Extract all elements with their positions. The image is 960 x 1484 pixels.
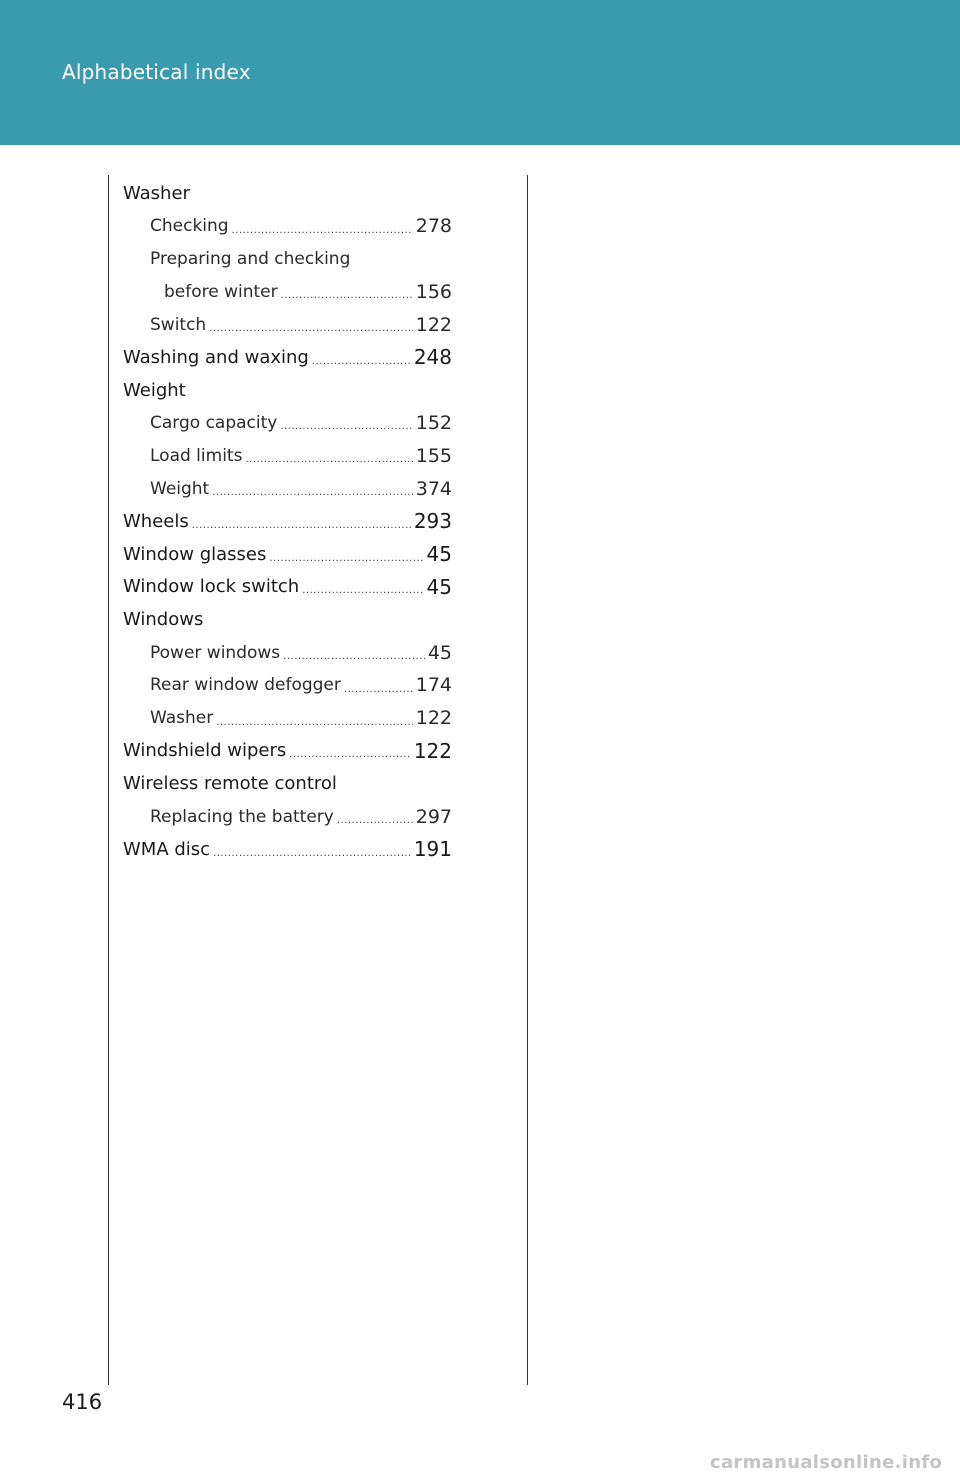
index-entry <box>123 439 452 472</box>
index-list <box>123 177 452 866</box>
index-entry-label: Washer <box>150 708 214 729</box>
dot-leader <box>213 848 411 866</box>
index-entry-page: 122 <box>415 707 452 730</box>
index-entry <box>123 669 452 702</box>
index-entry <box>123 571 452 604</box>
column-divider-left <box>108 175 109 1385</box>
index-entry-page: 248 <box>413 345 452 370</box>
index-entry-page: 45 <box>427 641 452 664</box>
index-entry-page: 122 <box>415 313 452 336</box>
index-entry-label: Rear window defogger <box>150 675 341 696</box>
index-entry-label: Washing and waxing <box>123 346 309 368</box>
column-divider-right <box>527 175 528 1385</box>
index-entry <box>123 702 452 735</box>
index-entry-page: 155 <box>415 444 452 467</box>
index-entry <box>123 177 452 210</box>
index-entry-label: Switch <box>150 314 207 335</box>
index-entry <box>123 505 452 538</box>
dot-leader <box>280 421 412 439</box>
index-entry-page: 278 <box>415 215 452 238</box>
index-entry-label: before winter <box>164 281 278 302</box>
dot-leader <box>344 684 413 702</box>
index-entry-label: Windows <box>123 609 204 631</box>
index-entry <box>123 767 452 800</box>
index-entry-page: 122 <box>413 738 452 763</box>
index-entry-page: 191 <box>413 837 452 862</box>
index-entry <box>123 603 452 636</box>
index-entry <box>123 308 452 341</box>
index-entry-page: 45 <box>426 542 452 567</box>
index-entry-label: Window lock switch <box>123 576 300 598</box>
index-entry <box>123 275 452 308</box>
index-entry-page: 156 <box>415 280 452 303</box>
dot-leader <box>302 585 423 603</box>
index-entry-label: Washer <box>123 182 190 204</box>
index-entry <box>123 833 452 866</box>
index-entry-page: 174 <box>415 674 452 697</box>
header-bar <box>0 0 960 145</box>
index-entry <box>123 243 452 276</box>
index-entry-label: Checking <box>150 216 229 237</box>
dot-leader <box>212 487 413 505</box>
dot-leader <box>216 717 413 735</box>
index-entry-label: Wireless remote control <box>123 773 337 795</box>
index-entry-label: Window glasses <box>123 543 267 565</box>
index-entry-label: Power windows <box>150 642 281 663</box>
dot-leader <box>337 815 413 833</box>
index-entry-label: Weight <box>123 379 186 401</box>
dot-leader <box>289 749 411 767</box>
index-entry-label: Windshield wipers <box>123 740 287 762</box>
index-entry <box>123 735 452 768</box>
dot-leader <box>312 356 411 374</box>
index-entry-page: 45 <box>426 574 452 599</box>
index-entry-page: 152 <box>415 411 452 434</box>
index-entry-label: Weight <box>150 478 210 499</box>
page-number: 416 <box>62 1390 103 1414</box>
index-entry <box>123 800 452 833</box>
dot-leader <box>192 520 411 538</box>
index-entry <box>123 210 452 243</box>
section-title: Alphabetical index <box>62 60 251 84</box>
dot-leader <box>209 323 413 341</box>
index-entry <box>123 636 452 669</box>
index-entry-label: Load limits <box>150 445 243 466</box>
watermark: carmanualsonline.info <box>710 1452 943 1473</box>
index-entry-label: Preparing and checking <box>150 248 351 269</box>
index-entry-label: Cargo capacity <box>150 412 278 433</box>
index-entry-label: Replacing the battery <box>150 806 334 827</box>
index-entry-label: Wheels <box>123 510 189 532</box>
index-entry-page: 374 <box>415 477 452 500</box>
index-entry-label: WMA disc <box>123 838 211 860</box>
index-entry <box>123 374 452 407</box>
dot-leader <box>281 290 413 308</box>
index-entry <box>123 407 452 440</box>
dot-leader <box>269 553 423 571</box>
index-entry <box>123 341 452 374</box>
index-entry <box>123 472 452 505</box>
index-entry-page: 293 <box>413 509 452 534</box>
index-entry-page: 297 <box>415 805 452 828</box>
index-entry <box>123 538 452 571</box>
dot-leader <box>245 454 412 472</box>
dot-leader <box>283 651 425 669</box>
dot-leader <box>232 225 413 243</box>
